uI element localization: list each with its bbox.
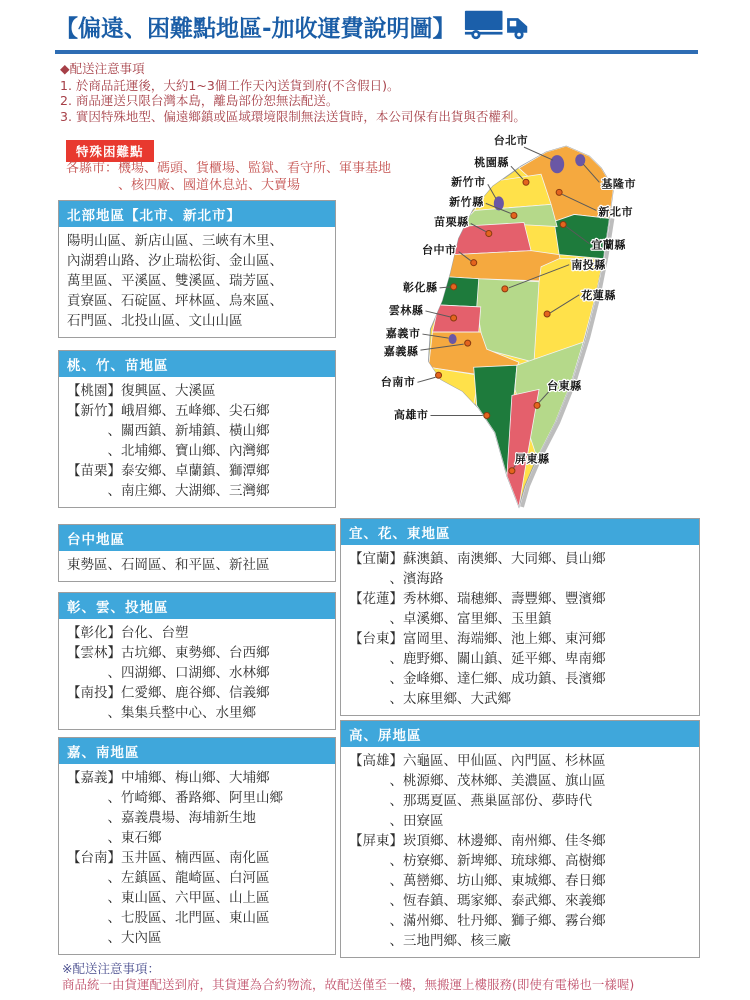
- region-box-yilan-hualien-taitung: [340, 518, 700, 716]
- map-label-taoyuan: 桃園縣: [474, 156, 509, 170]
- region-line: 、關西鎮、新埔鎮、橫山鄉: [67, 423, 270, 439]
- map-label-taipei-city: 台北市: [493, 134, 529, 148]
- footer-heading: ※配送注意事項：: [62, 961, 160, 976]
- region-line: 石門區、北投山區、文山山區: [67, 313, 243, 329]
- region-line: 貢寮區、石碇區、坪林區、烏來區、: [67, 293, 283, 309]
- notice-item: 3. 實因特殊地型、偏遠鄉鎮或區域環境限制無法送貨時，本公司保有出貨與否權利。: [60, 108, 526, 124]
- region-line: 陽明山區、新店山區、三峽有木里、: [67, 233, 283, 249]
- region-line: 、恆春鎮、瑪家鄉、泰武鄉、來義鄉: [349, 893, 606, 909]
- map-label-yilan: 宜蘭縣: [591, 238, 626, 252]
- region-line: 、南庄鄉、大湖鄉、三灣鄉: [67, 483, 270, 499]
- region-box-taichung: [58, 524, 336, 582]
- footer-text: 商品統一由貨運配送到府，其貨運為合約物流，故配送僅至一樓，無搬運上樓服務(即使有電梯也一樣喔): [62, 977, 635, 992]
- map-label-hsinchu-city: 新竹市: [451, 175, 486, 189]
- map-label-yunlin: 雲林縣: [388, 303, 424, 317]
- map-label-taichung-city: 台中市: [421, 243, 457, 257]
- region-line: 、卓溪鄉、富里鄉、玉里鎮: [349, 611, 552, 627]
- region-box-chiayi-tainan: [58, 737, 336, 955]
- region-line: 、太麻里鄉、大武鄉: [349, 691, 511, 707]
- region-line: 【苗栗】泰安鄉、卓蘭鎮、獅潭鄉: [67, 463, 270, 479]
- region-box-header: 高、屏地區: [341, 721, 699, 747]
- region-line: 【台東】富岡里、海端鄉、池上鄉、東河鄉: [349, 631, 606, 647]
- region-box-header: 北部地區【北市、新北市】: [59, 201, 335, 227]
- region-box-body: [59, 764, 335, 954]
- region-line: 內湖碧山路、汐止瑞松街、金山區、: [67, 253, 283, 269]
- region-line: 、集集兵整中心、水里鄉: [67, 705, 256, 721]
- region-box-body: [59, 227, 335, 337]
- taiwan-map: [368, 126, 690, 518]
- map-label-miaoli: 苗栗縣: [434, 215, 469, 229]
- region-line: 【屏東】崁頂鄉、林邊鄉、南州鄉、佳冬鄉: [349, 833, 606, 849]
- map-label-kaohsiung-city: 高雄市: [393, 408, 429, 422]
- map-label-hualien: 花蓮縣: [581, 288, 616, 302]
- region-line: 【嘉義】中埔鄉、梅山鄉、大埔鄉: [67, 770, 270, 786]
- special-points-list: [66, 161, 391, 194]
- region-line: 【台南】玉井區、楠西區、南化區: [67, 850, 270, 866]
- region-line: 、濱海路: [349, 571, 444, 587]
- region-line: 【彰化】台化、台塑: [67, 625, 189, 641]
- map-label-chiayi-county: 嘉義縣: [383, 345, 419, 359]
- region-box-header: 嘉、南地區: [59, 738, 335, 764]
- map-label-taitung: 台東縣: [547, 379, 582, 393]
- map-label-tainan-city: 台南市: [380, 375, 416, 389]
- special-points-badge: 特殊困難點: [66, 140, 154, 162]
- notice-item: 1. 於商品託運後，大約1~3個工作天內送貨到府(不含假日)。: [60, 77, 400, 93]
- region-box-header: 桃、竹、苗地區: [59, 351, 335, 377]
- truck-icon: [464, 8, 530, 45]
- region-box-changhua-yunlin-nantou: [58, 592, 336, 730]
- special-points-line: 、核四廠、國道休息站、大賣場: [66, 177, 301, 193]
- map-label-pingtung: 屏東縣: [514, 452, 550, 466]
- region-box-header: 彰、雲、投地區: [59, 593, 335, 619]
- title-bar: [55, 8, 698, 54]
- delivery-notice: [60, 62, 680, 124]
- region-line: 、竹崎鄉、番路鄉、阿里山鄉: [67, 790, 283, 806]
- region-line: 、那瑪夏區、燕巢區部份、夢時代: [349, 793, 592, 809]
- region-line: 【花蓮】秀林鄉、瑞穗鄉、壽豐鄉、豐濱鄉: [349, 591, 606, 607]
- region-box-header: 宜、花、東地區: [341, 519, 699, 545]
- region-box-body: [59, 619, 335, 729]
- region-line: 【新竹】峨眉鄉、五峰鄉、尖石鄉: [67, 403, 270, 419]
- special-points-line: 各縣市：機場、碼頭、貨櫃場、監獄、看守所、軍事基地: [66, 161, 392, 176]
- map-label-changhua: 彰化縣: [402, 280, 438, 294]
- region-line: 、枋寮鄉、新埤鄉、琉球鄉、高樹鄉: [349, 853, 606, 869]
- region-line: 、萬巒鄉、坊山鄉、東城鄉、春日鄉: [349, 873, 606, 889]
- region-line: 萬里區、平溪區、雙溪區、瑞芳區、: [67, 273, 283, 289]
- region-box-body: [59, 377, 335, 507]
- region-box-taoyuan-hsinchu-miaoli: [58, 350, 336, 508]
- region-line: 、四湖鄉、口湖鄉、水林鄉: [67, 665, 270, 681]
- region-line: 【宜蘭】蘇澳鎮、南澳鄉、大同鄉、員山鄉: [349, 551, 606, 567]
- region-line: 、北埔鄉、寶山鄉、內灣鄉: [67, 443, 270, 459]
- map-region-chiayi-city: [449, 334, 457, 344]
- region-line: 、大內區: [67, 930, 162, 946]
- notice-items: [60, 79, 680, 125]
- footer-note: [62, 961, 722, 993]
- region-box-body: [59, 551, 335, 581]
- region-box-body: [341, 545, 699, 715]
- region-line: 、左鎮區、龍崎區、白河區: [67, 870, 270, 886]
- region-line: 【高雄】六龜區、甲仙區、內門區、杉林區: [349, 753, 606, 769]
- region-box-header: 台中地區: [59, 525, 335, 551]
- region-line: 【南投】仁愛鄉、鹿谷鄉、信義鄉: [67, 685, 270, 701]
- region-line: 、滿州鄉、牡丹鄉、獅子鄉、霧台鄉: [349, 913, 606, 929]
- region-line: 、嘉義農場、海埔新生地: [67, 810, 256, 826]
- region-box-north: [58, 200, 336, 338]
- region-line: 、東山區、六甲區、山上區: [67, 890, 270, 906]
- map-region-taipei-city: [550, 155, 564, 173]
- region-line: 、三地門鄉、核三廠: [349, 933, 511, 949]
- region-line: 、東石鄉: [67, 830, 162, 846]
- region-box-body: [341, 747, 699, 957]
- map-label-new-taipei: 新北市: [598, 205, 634, 219]
- region-line: 、七股區、北門區、東山區: [67, 910, 270, 926]
- region-line: 【雲林】古坑鄉、東勢鄉、台西鄉: [67, 645, 270, 661]
- notice-item: 2. 商品運送只限台灣本島，離島部份恕無法配送。: [60, 93, 339, 108]
- map-label-hsinchu-county: 新竹縣: [449, 195, 484, 209]
- region-line: 、鹿野鄉、關山鎮、延平鄉、卑南鄉: [349, 651, 606, 667]
- region-line: 、桃源鄉、茂林鄉、美濃區、旗山區: [349, 773, 606, 789]
- region-line: 、田寮區: [349, 813, 444, 829]
- region-line: 、金峰鄉、達仁鄉、成功鎮、長濱鄉: [349, 671, 606, 687]
- region-box-kaohsiung-pingtung: [340, 720, 700, 958]
- page-title: 【偏遠、困難點地區-加收運費說明圖】: [55, 16, 456, 42]
- notice-heading: ◆配送注意事項: [60, 61, 145, 76]
- map-label-nantou: 南投縣: [571, 258, 606, 272]
- region-line: 【桃園】復興區、大溪區: [67, 383, 216, 399]
- map-label-chiayi-city: 嘉義市: [385, 327, 421, 341]
- map-label-keelung-city: 基隆市: [601, 177, 637, 191]
- region-line: 東勢區、石岡區、和平區、新社區: [67, 557, 270, 573]
